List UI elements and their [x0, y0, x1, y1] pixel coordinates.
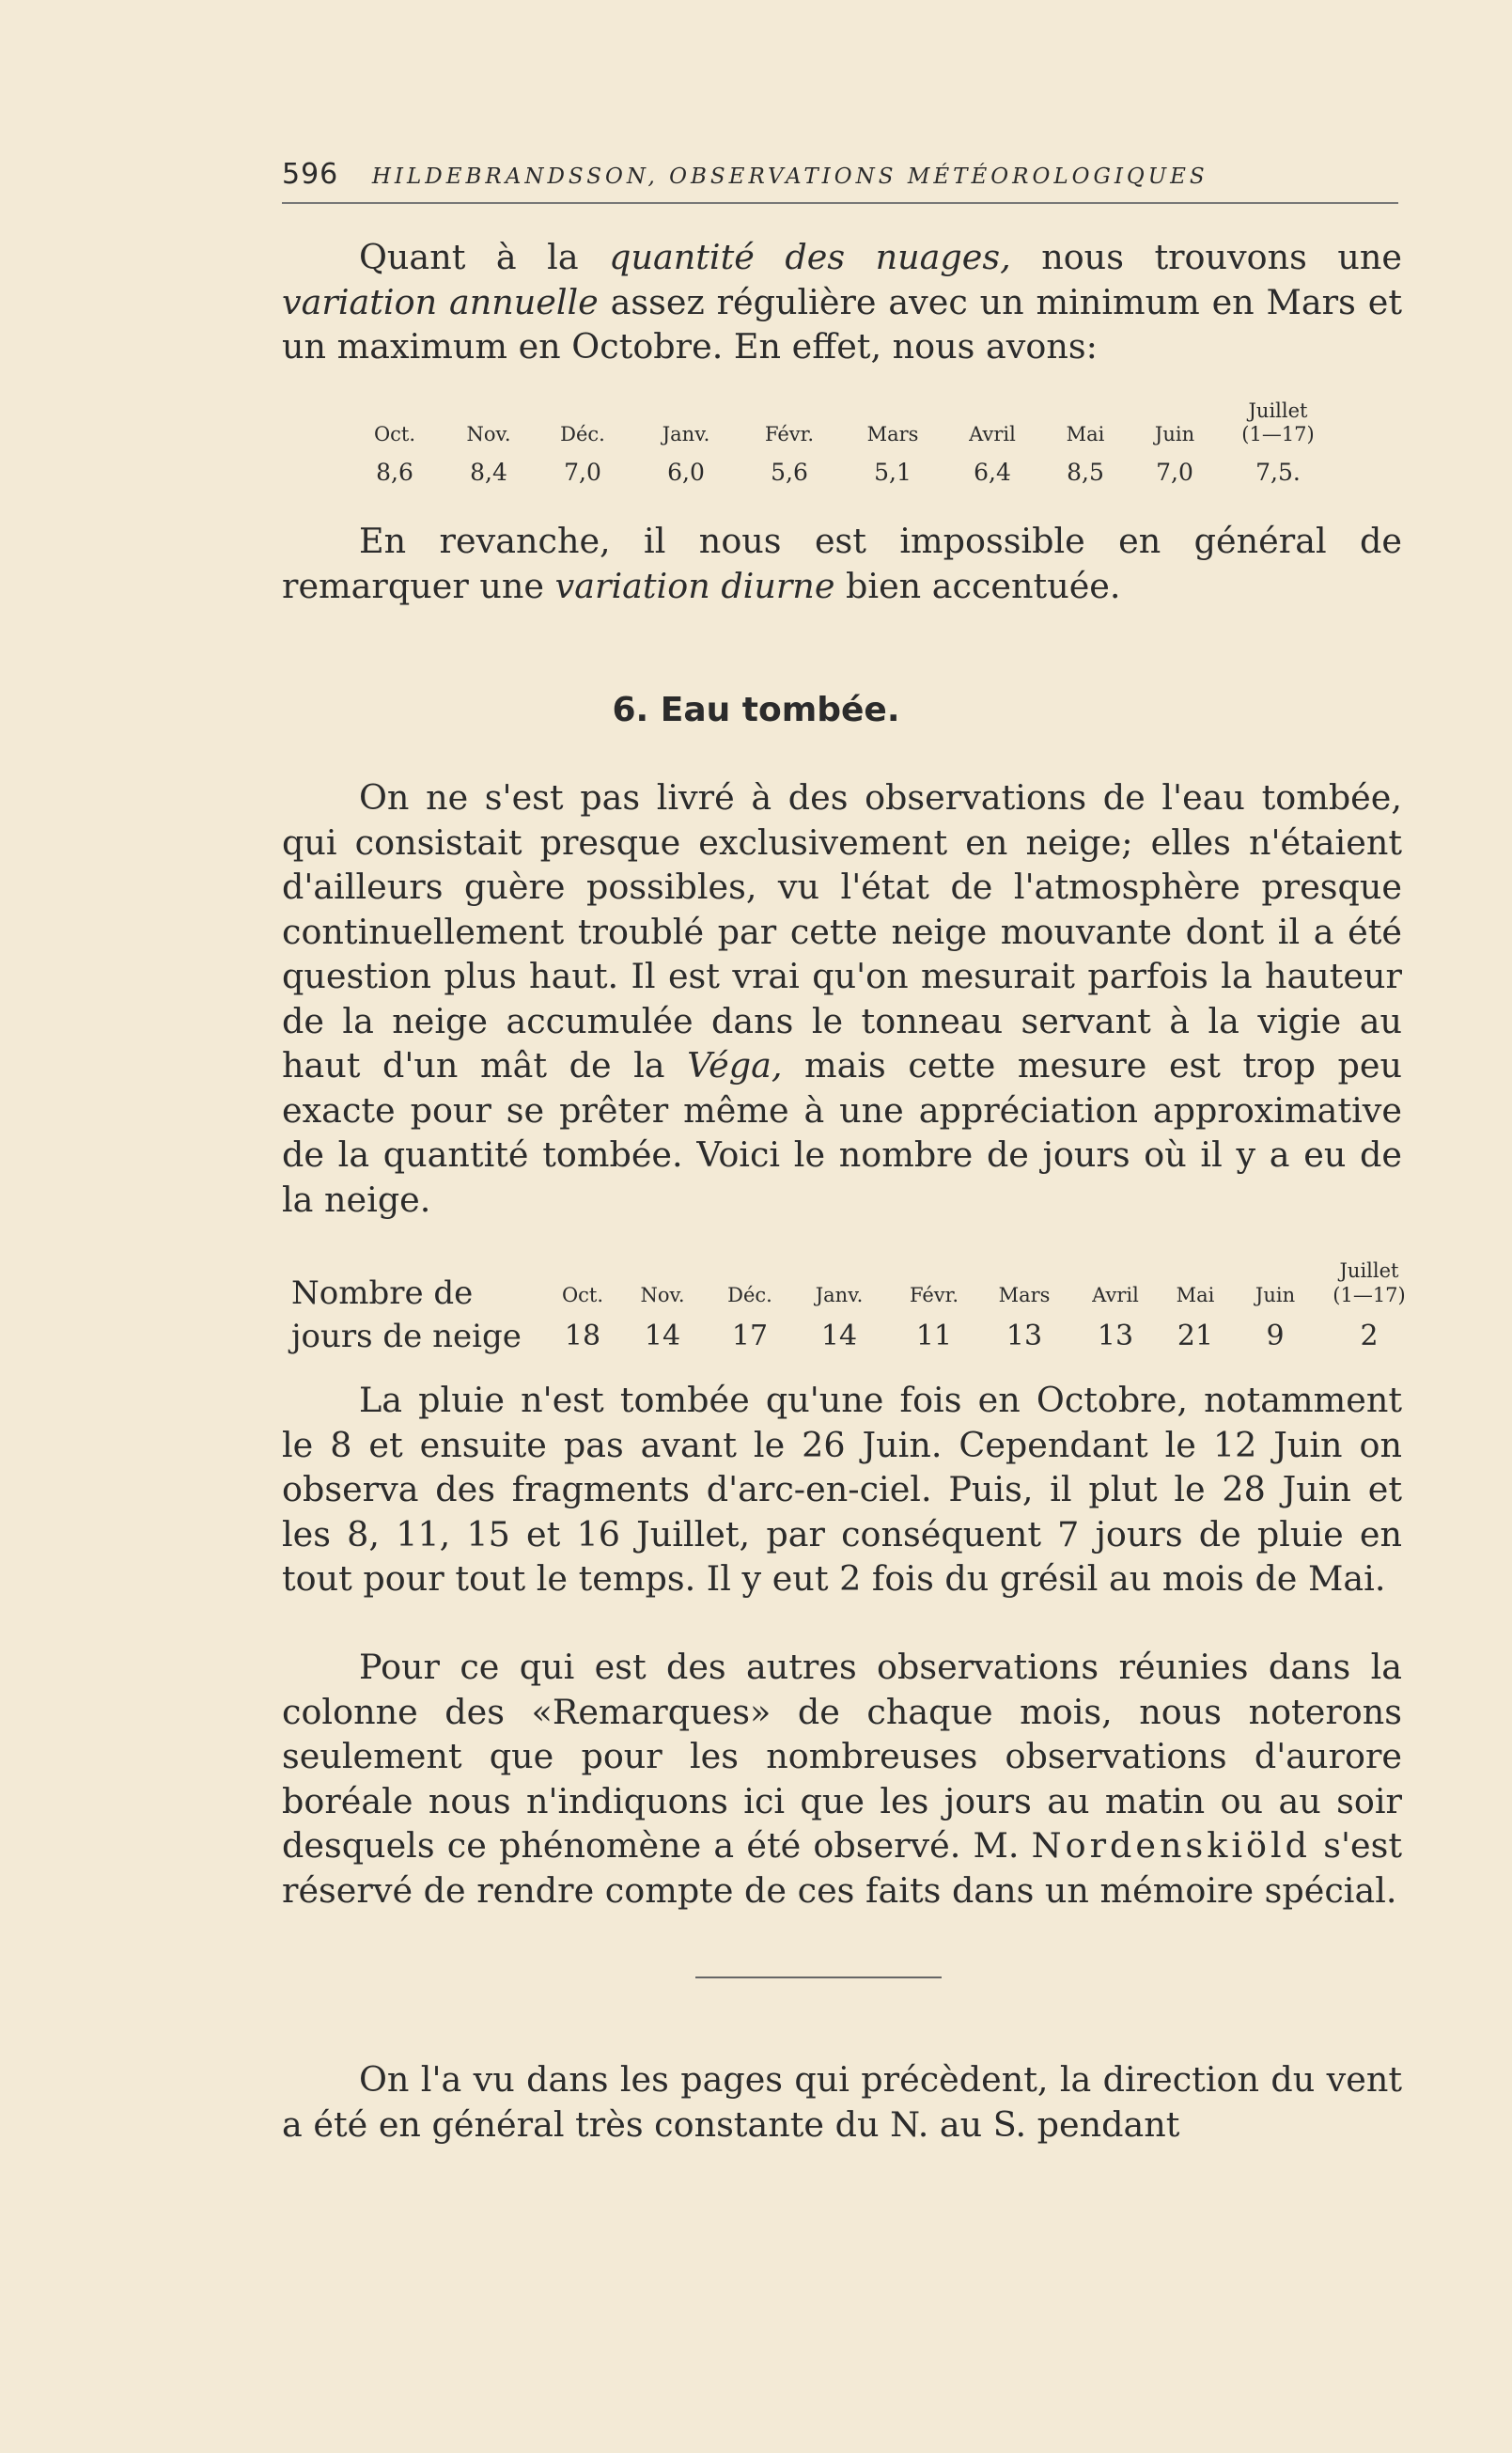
separator-rule: [695, 1976, 942, 1978]
table-header: Févr.: [764, 423, 815, 445]
row-label-line2: jours de neige: [291, 1318, 522, 1355]
emphasis: variation annuelle: [282, 281, 599, 322]
table-header: Juin: [1255, 1284, 1296, 1306]
page-number: 596: [282, 158, 339, 191]
table-header: Janv.: [815, 1284, 864, 1306]
table-value: 18: [564, 1320, 601, 1352]
table-value: 2: [1360, 1320, 1379, 1352]
paragraph-precipitation: [282, 775, 1402, 1222]
table-header: Juin: [1154, 423, 1195, 445]
table-value: 17: [731, 1320, 769, 1352]
table-value: 5,6: [771, 459, 808, 486]
table-value: 13: [1097, 1320, 1134, 1352]
paragraph-wind: [282, 2057, 1402, 2147]
header-rule: [282, 202, 1398, 204]
table-header: (1—17): [1241, 423, 1315, 445]
table-header: Nov.: [466, 423, 511, 445]
table-header: Févr.: [909, 1284, 959, 1306]
text: On l'a vu dans les pages qui précèdent, la direction du vent a été en général très constante du N. au S. pendant: [282, 2059, 1402, 2145]
text: Pour ce qui est des autres observations réunies dans la colonne des «Remarques» de chaque mois, nous noterons seulement que pour les nombreuses observations d'aurore boréale nous n'indiquons ici que les jours au matin ou au soir desquels ce phénomène a été observé. M.: [282, 1647, 1402, 1866]
text: assez régulière avec un minimum en Mars et un maximum en Octobre. En effet, nous avons:: [282, 281, 1402, 367]
table-header: Mars: [866, 423, 919, 445]
paragraph-cloud-quantity: [282, 235, 1402, 369]
text: nous trouvons une: [1010, 237, 1403, 277]
table-header: Mai: [1176, 1284, 1215, 1306]
text: bien accentuée.: [834, 565, 1121, 606]
table-value: 7,0: [564, 459, 601, 486]
table-value: 13: [1005, 1320, 1043, 1352]
table-value: 5,1: [874, 459, 912, 486]
text: On ne s'est pas livré à des observations de l'eau tombée, qui consistait presque exclusivement en neige; elles n'étaient d'ailleurs guère possibles, vu l'état de l'atmosphère presque continuellement troublé par cette neige mouvante dont il a été question plus haut. Il est vrai qu'on mesurait parfois la hauteur de la neige accumulée dans le tonneau servant à la vigie au haut d'un mât de la: [282, 777, 1402, 1086]
table-header: Avril: [969, 423, 1016, 445]
table-value: 21: [1177, 1320, 1214, 1352]
table-header: Déc.: [560, 423, 605, 445]
table-value: 8,6: [376, 459, 413, 486]
table-value: 14: [820, 1320, 858, 1352]
text: En revanche, il nous est impossible en général de remarquer une: [282, 521, 1402, 606]
table-value: 6,4: [974, 459, 1011, 486]
table-value: 9: [1266, 1320, 1285, 1352]
running-header: [282, 158, 1400, 191]
table-value: 8,5: [1067, 459, 1104, 486]
table-value: 6,0: [667, 459, 705, 486]
emphasis: quantité des nuages,: [609, 237, 1011, 277]
text: Quant à la: [359, 237, 610, 277]
row-label-line1: Nombre de: [291, 1274, 474, 1312]
emphasis: Véga,: [687, 1045, 783, 1086]
author-name: Nordenskiöld: [1031, 1825, 1312, 1866]
text: s'est réservé de rendre compte de ces faits dans un mémoire spécial.: [282, 1825, 1402, 1911]
text: mais cette mesure est trop peu exacte pour se prêter même à une appréciation approximative de la quantité tombée. Voici le nombre de jours où il y a eu de la neige.: [282, 1045, 1403, 1220]
table-header: Oct.: [373, 423, 416, 445]
table-header: Mars: [998, 1284, 1051, 1306]
table-header: Avril: [1092, 1284, 1139, 1306]
table-header: Mai: [1066, 423, 1105, 445]
header-juillet: Juillet: [1339, 1259, 1399, 1282]
table-value: 7,0: [1156, 459, 1193, 486]
table-header: (1—17): [1333, 1284, 1406, 1306]
running-title: HILDEBRANDSSON, OBSERVATIONS MÉTÉOROLOGIQUES: [371, 164, 1208, 189]
table-header: Oct.: [561, 1284, 604, 1306]
table-value: 7,5.: [1255, 459, 1301, 486]
text: La pluie n'est tombée qu'une fois en Octobre, notamment le 8 et ensuite pas avant le 26 Juin. Cependant le 12 Juin on observa des fragments d'arc-en-ciel. Puis, il plut le 28 Juin et les 8, 11, 15 et 16 Juillet, par conséquent 7 jours de pluie en tout pour tout le temps. Il y eut 2 fois du grésil au mois de Mai.: [282, 1380, 1402, 1599]
table-value: 8,4: [470, 459, 507, 486]
paragraph-rain: [282, 1378, 1402, 1601]
table-header: Nov.: [640, 1284, 685, 1306]
table-header: Janv.: [662, 423, 710, 445]
paragraph-diurnal-variation: [282, 519, 1402, 608]
paragraph-remarks: [282, 1645, 1402, 1913]
table-value: 14: [644, 1320, 681, 1352]
table-header: Déc.: [727, 1284, 772, 1306]
section-title: 6. Eau tombée.: [612, 691, 900, 729]
emphasis: variation diurne: [554, 565, 835, 606]
header-juillet: Juillet: [1248, 399, 1308, 422]
table-value: 11: [915, 1320, 953, 1352]
